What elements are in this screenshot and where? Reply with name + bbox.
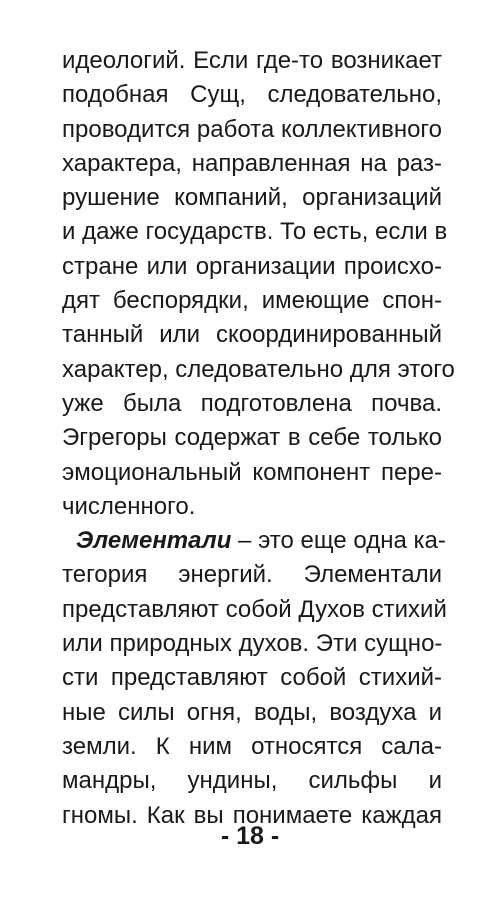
text-line: характер, следовательно для этого	[62, 355, 455, 383]
text-line: ные силы огня, воды, воздуха и	[62, 698, 442, 726]
text-line: подобная Сущ, следовательно,	[62, 81, 442, 109]
text-line: земли. К ним относятся сала-	[62, 732, 442, 760]
text-line: сти представляют собой стихий-	[62, 664, 442, 692]
text-line: характера, направленная на раз-	[62, 149, 442, 177]
page-number: - 18 -	[220, 822, 280, 850]
text-line: танный или скоординированный	[62, 321, 442, 349]
text-line: мандры, ундины, сильфы и	[62, 767, 442, 795]
text-line: и даже государств. То есть, если в	[62, 218, 448, 246]
text-line: гномы. Как вы понимаете каждая	[62, 801, 442, 829]
text-line: проводится работа коллективного	[62, 115, 442, 143]
text-line: рушение компаний, организаций	[62, 184, 442, 212]
body-text	[62, 44, 455, 833]
term-elementals: Элементали	[76, 527, 232, 555]
text-line: дят беспорядки, имеющие спон-	[62, 287, 442, 315]
paragraph-first-line	[62, 524, 446, 558]
text-line: представляют собой Духов стихий	[62, 595, 447, 623]
text-line: Эгрегоры содержат в себе только	[62, 424, 442, 452]
text-line: или природных духов. Эти сущно-	[62, 630, 443, 658]
text-line: стране или организации происхо-	[62, 252, 442, 280]
text-line: уже была подготовлена почва.	[62, 389, 442, 417]
text-fragment: – это еще одна ка-	[231, 527, 446, 555]
text-line: идеологий. Если где-то возникает	[62, 47, 442, 74]
text-line: тегория энергий. Элементали	[62, 561, 442, 589]
text-line: эмоциональный компонент пере-	[62, 458, 442, 486]
text-line: численного.	[62, 492, 196, 520]
